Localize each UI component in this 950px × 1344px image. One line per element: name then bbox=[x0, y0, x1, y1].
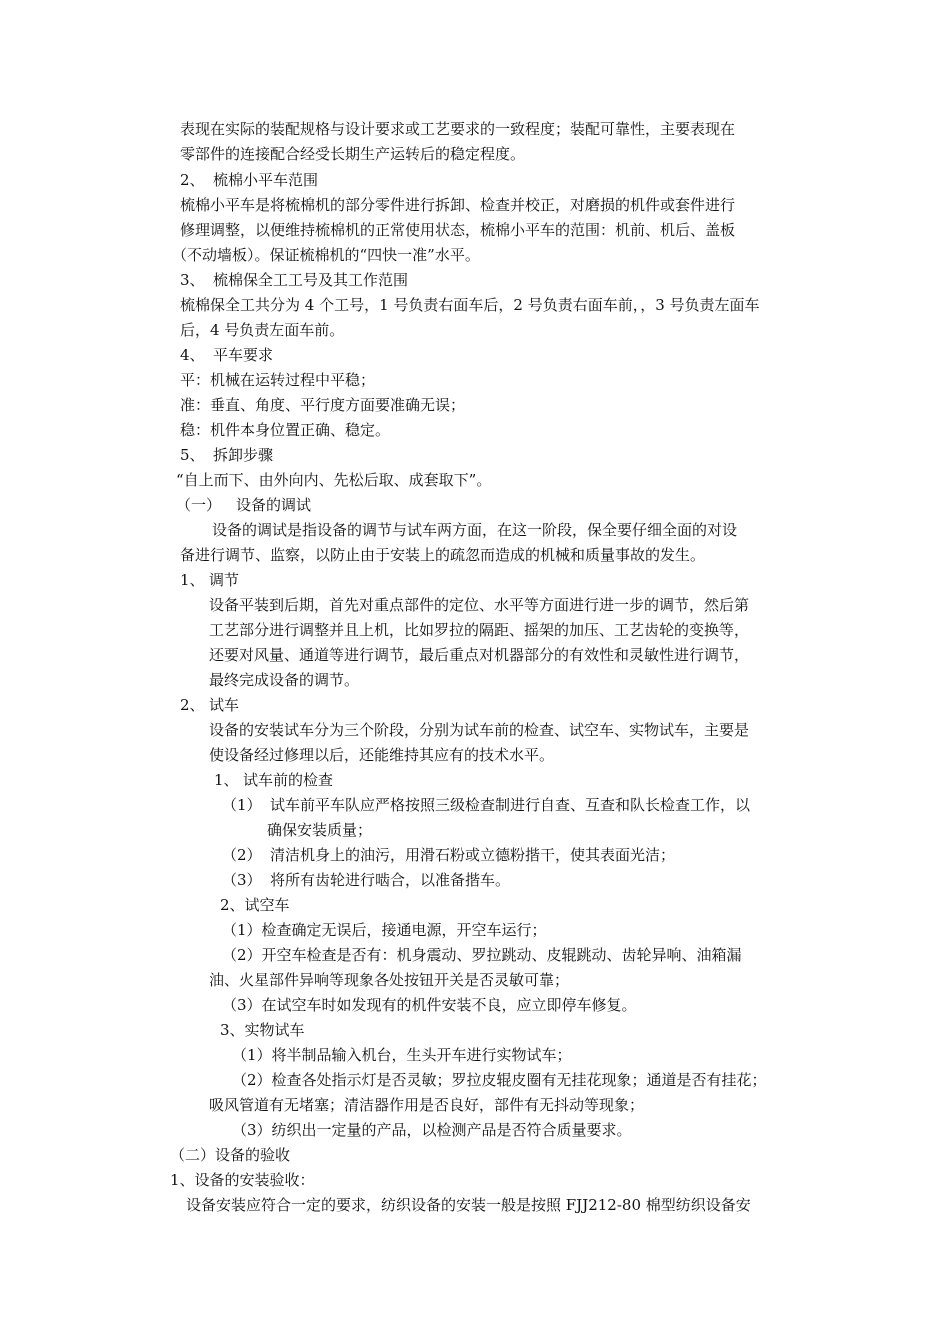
text-line: 使设备经过修理以后，还能维持其应有的技术水平。 bbox=[209, 746, 555, 764]
text-line: 最终完成设备的调节。 bbox=[209, 671, 360, 689]
text-line: （1）将半制品输入机台，生头开车进行实物试车； bbox=[232, 1046, 572, 1064]
section-heading: 拆卸步骤 bbox=[213, 446, 274, 464]
text-line: 试车前平车队应严格按照三级检查制进行自查、互查和队长检查工作，以 bbox=[270, 796, 751, 814]
section-heading: 试车前的检查 bbox=[243, 771, 334, 789]
text-line: 设备的调试是指设备的调节与试车两方面，在这一阶段，保全要仔细全面的对设 bbox=[212, 521, 738, 539]
text-line: 稳：机件本身位置正确、稳定。 bbox=[180, 421, 391, 439]
text-line: 后，4 号负责左面车前。 bbox=[180, 321, 345, 339]
text-line: 还要对风量、通道等进行调节，最后重点对机器部分的有效性和灵敏性进行调节， bbox=[209, 646, 750, 664]
section-heading: 1、设备的安装验收： bbox=[170, 1171, 315, 1189]
section-heading: 调节 bbox=[209, 571, 240, 589]
text-line: 清洁机身上的油污，用滑石粉或立德粉揩干，使其表面光洁； bbox=[270, 846, 676, 864]
text-line: 将所有齿轮进行啮合，以准备揩车。 bbox=[270, 871, 511, 889]
item-number: （3） bbox=[222, 871, 262, 889]
text-line: （3）纺织出一定量的产品，以检测产品是否符合质量要求。 bbox=[232, 1121, 632, 1139]
section-heading: 试车 bbox=[209, 696, 240, 714]
text-line: 零部件的连接配合经受长期生产运转后的稳定程度。 bbox=[180, 145, 526, 163]
text-line: 工艺部分进行调整并且上机，比如罗拉的隔距、摇架的加压、工艺齿轮的变换等， bbox=[209, 621, 750, 639]
section-number: 3、 bbox=[180, 271, 205, 289]
text-line: 油、火星部件异响等现象各处按钮开关是否灵敏可靠； bbox=[209, 971, 570, 989]
section-number: 1、 bbox=[180, 571, 205, 589]
section-number: 5、 bbox=[180, 446, 205, 464]
section-heading: 梳棉小平车范围 bbox=[213, 171, 319, 189]
text-line: “自上而下、由外向内、先松后取、成套取下”。 bbox=[176, 471, 492, 489]
section-number: 4、 bbox=[180, 346, 205, 364]
text-line: 设备平装到后期，首先对重点部件的定位、水平等方面进行进一步的调节，然后第 bbox=[209, 596, 750, 614]
text-line: 平：机械在运转过程中平稳； bbox=[180, 371, 376, 389]
text-line: （不动墙板）。保证梳棉机的“四快一准”水平。 bbox=[172, 246, 480, 264]
item-number: （2） bbox=[222, 846, 262, 864]
section-number: （一） bbox=[176, 496, 222, 514]
text-line: （1）检查确定无误后，接通电源，开空车运行； bbox=[222, 921, 547, 939]
text-line: 表现在实际的装配规格与设计要求或工艺要求的一致程度；装配可靠性，主要表现在 bbox=[180, 120, 736, 138]
item-number: （1） bbox=[222, 796, 262, 814]
text-line: （2）检查各处指示灯是否灵敏；罗拉皮辊皮圈有无挂花现象；通道是否有挂花； bbox=[232, 1071, 767, 1089]
text-line: 设备的安装试车分为三个阶段，分别为试车前的检查、试空车、实物试车，主要是 bbox=[209, 721, 750, 739]
section-number: 2、 bbox=[180, 696, 205, 714]
section-heading: 平车要求 bbox=[213, 346, 274, 364]
text-line: 设备安装应符合一定的要求，纺织设备的安装一般是按照 FJJ212-80 棉型纺织设备安 bbox=[186, 1196, 751, 1214]
section-heading: 3、实物试车 bbox=[220, 1021, 305, 1039]
section-number: 2、 bbox=[180, 171, 205, 189]
text-line: 吸风管道有无堵塞；清洁器作用是否良好，部件有无抖动等现象； bbox=[209, 1096, 645, 1114]
section-heading: （二）设备的验收 bbox=[170, 1146, 291, 1164]
section-heading: 设备的调试 bbox=[236, 496, 312, 514]
section-heading: 2、试空车 bbox=[220, 896, 290, 914]
text-line: 梳棉保全工共分为 4 个工号，1 号负责右面车后，2 号负责右面车前，，3 号负责左面车 bbox=[180, 296, 760, 314]
text-line: （2）开空车检查是否有：机身震动、罗拉跳动、皮辊跳动、齿轮异响、油箱漏 bbox=[222, 946, 742, 964]
text-line: 修理调整，以便维持梳棉机的正常使用状态，梳棉小平车的范围：机前、机后、盖板 bbox=[180, 221, 736, 239]
section-number: 1、 bbox=[214, 771, 239, 789]
text-line: 梳棉小平车是将梳棉机的部分零件进行拆卸、检查并校正，对磨损的机件或套件进行 bbox=[180, 196, 736, 214]
text-line: 备进行调节、监察，以防止由于安装上的疏忽而造成的机械和质量事故的发生。 bbox=[180, 546, 706, 564]
text-line: 准：垂直、角度、平行度方面要准确无误； bbox=[180, 396, 466, 414]
text-line: 确保安装质量； bbox=[267, 821, 373, 839]
section-heading: 梳棉保全工工号及其工作范围 bbox=[213, 271, 409, 289]
text-line: （3）在试空车时如发现有的机件安装不良，应立即停车修复。 bbox=[222, 996, 637, 1014]
